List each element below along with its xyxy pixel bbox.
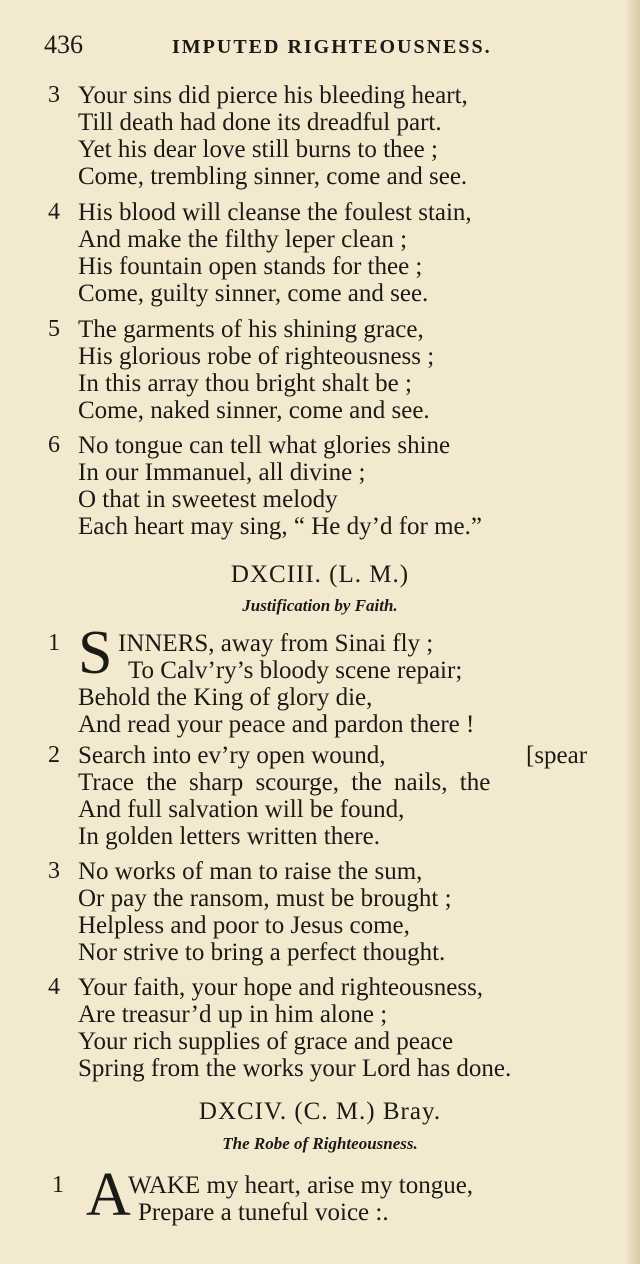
verse-number: 6: [48, 432, 60, 458]
verse-1: [52, 1161, 632, 1229]
verse-overflow-bracket: [spear: [526, 742, 588, 769]
verse-line: Come, trembling sinner, come and see.: [78, 163, 468, 190]
verse-number: 1: [48, 630, 60, 656]
verse-line: Or pay the ransom, must be brought ;: [78, 885, 452, 912]
verse-3: [48, 82, 628, 190]
verse-number: 5: [48, 316, 60, 342]
hymn-title: DXCIII. (L. M.): [230, 561, 410, 588]
verse-2: [48, 742, 628, 850]
page-number: 436: [44, 30, 83, 59]
verse-line: Your faith, your hope and righteousness,: [78, 974, 484, 1001]
verse-4: [48, 974, 628, 1082]
verse-number: 4: [48, 199, 60, 225]
verse-5: [48, 316, 628, 424]
verse-line: His glorious robe of righteousness ;: [78, 343, 435, 370]
verse-line: Are treasur’d up in him alone ;: [78, 1001, 388, 1028]
verse-line: Your rich supplies of grace and peace: [78, 1028, 454, 1055]
verse-line: Behold the King of glory die,: [78, 684, 373, 711]
hymn-subtitle: Justification by Faith.: [242, 596, 398, 615]
drop-cap: S: [78, 619, 113, 687]
verse-line: Your sins did pierce his bleeding heart,: [78, 82, 468, 109]
verse-line: To Calv’ry’s bloody scene repair;: [128, 657, 463, 684]
verse-line: And make the filthy leper clean ;: [78, 226, 408, 253]
verse-line: Trace the sharp scourge, the nails, the: [78, 769, 491, 796]
page-header: [44, 30, 604, 66]
verse-line: The garments of his shining grace,: [78, 316, 424, 343]
verse-line: Till death had done its dreadful part.: [78, 109, 442, 136]
verse-3: [48, 858, 628, 966]
verse-line: INNERS, away from Sinai fly ;: [118, 630, 434, 657]
verse-line: And full salvation will be found,: [78, 796, 405, 823]
verse-line: Each heart may sing, “ He dy’d for me.”: [78, 513, 483, 540]
verse-line: Helpless and poor to Jesus come,: [78, 912, 410, 939]
verse-line: In our Immanuel, all divine ;: [78, 459, 366, 486]
verse-number: 1: [52, 1172, 64, 1198]
verse-line: WAKE my heart, arise my tongue,: [128, 1172, 474, 1199]
verse-line: Yet his dear love still burns to thee ;: [78, 136, 438, 163]
verse-number: 3: [48, 858, 60, 884]
verse-line: Come, naked sinner, come and see.: [78, 397, 430, 424]
verse-line: His fountain open stands for thee ;: [78, 253, 423, 280]
running-head: IMPUTED RIGHTEOUSNESS.: [172, 36, 492, 58]
verse-line: O that in sweetest melody: [78, 486, 338, 513]
verse-number: 2: [48, 742, 60, 768]
verse-line: Search into ev’ry open wound,: [78, 742, 386, 769]
verse-1: [48, 619, 628, 738]
verse-number: 4: [48, 974, 60, 1000]
drop-cap: A: [86, 1161, 131, 1229]
verse-4: [48, 199, 628, 307]
verse-line: And read your peace and pardon there !: [78, 711, 475, 738]
hymn-title: DXCIV. (C. M.) Bray.: [198, 1098, 442, 1125]
verse-line: No tongue can tell what glories shine: [78, 432, 451, 459]
page-edge: [626, 0, 640, 1264]
verse-line: His blood will cleanse the foulest stain,: [78, 199, 472, 226]
verse-line: In this array thou bright shalt be ;: [78, 370, 412, 397]
verse-number: 3: [48, 82, 60, 108]
verse-line: Nor strive to bring a perfect thought.: [78, 939, 446, 966]
verse-6: [48, 432, 628, 540]
verse-line: In golden letters written there.: [78, 823, 380, 850]
verse-line: No works of man to raise the sum,: [78, 858, 423, 885]
verse-line: Spring from the works your Lord has done.: [78, 1055, 512, 1082]
hymn-subtitle: The Robe of Righteousness.: [222, 1134, 418, 1153]
verse-line: Prepare a tuneful voice :.: [138, 1199, 389, 1226]
verse-line: Come, guilty sinner, come and see.: [78, 280, 429, 307]
